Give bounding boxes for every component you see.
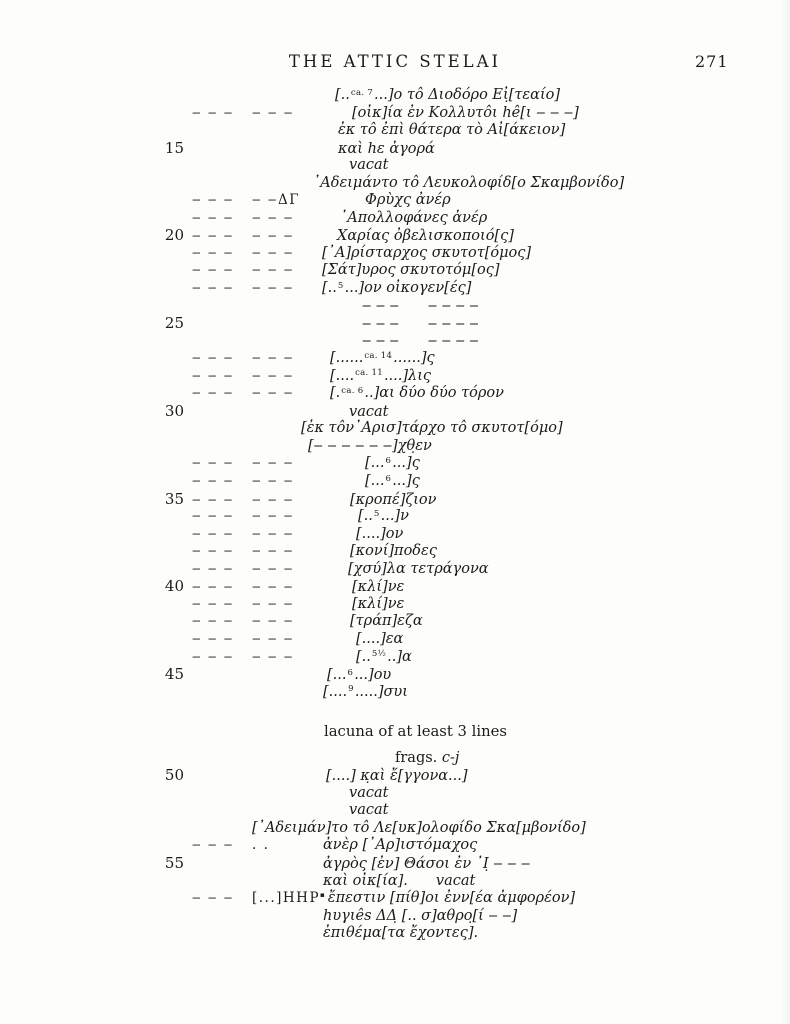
transcription-line (0, 210, 790, 228)
price-column-2: ‒ ‒ ‒ (252, 525, 294, 542)
transcription-line (0, 543, 790, 561)
inscription-transcription (0, 87, 790, 943)
transcription-line (0, 368, 790, 386)
price-column-2: ‒ ‒ ‒ (252, 385, 294, 402)
line-number: 35 (164, 489, 184, 508)
text-segment: ...]ν (380, 508, 409, 525)
price-column-1: ‒ ‒ ‒ (192, 192, 234, 209)
price-column-1: ‒ ‒ ‒ (192, 209, 234, 226)
line-number: 25 (164, 314, 184, 333)
line-text: [οἰκ]ία ἐν Κολλυτôι hê[ι ‒ ‒ ‒] (352, 104, 579, 121)
price-column-1: ‒ ‒ ‒ (192, 104, 234, 121)
line-text: Φρὺχς ἀνέρ (365, 192, 451, 209)
price-column-1: ‒ ‒ ‒ (192, 595, 234, 612)
line-number: 55 (164, 853, 184, 872)
price-column-2: ‒ ‒ ‒ (252, 543, 294, 560)
text-segment: [.... (323, 683, 348, 700)
line-number: 50 (164, 766, 184, 785)
price-column-2: ‒ ‒ ‒ (252, 367, 294, 384)
transcription-line (0, 385, 790, 403)
line-number: 40 (164, 577, 184, 596)
line-text: [Σάτ]υρος σκυτοτόμ[ος] (322, 262, 500, 279)
text-segment: ..]α (387, 648, 412, 665)
line-text: [ἐκ τôν᾿Αρισ]τάρχο τô σκυτοτ[όμο] (301, 420, 563, 437)
price-column-1: ‒ ‒ ‒ (192, 560, 234, 577)
transcription-line (0, 298, 790, 316)
line-text: ᾿Απολλοφάνες ἀνέρ (340, 209, 488, 226)
line-text: [χσύ]λα τετράγονα (348, 560, 489, 577)
text-segment: [.. (322, 280, 337, 297)
transcription-line (0, 873, 790, 891)
line-text (356, 649, 412, 669)
line-text (365, 473, 420, 493)
line-number: 15 (164, 138, 184, 157)
transcription-line (0, 315, 790, 333)
price-column-1: ‒ ‒ ‒ (192, 280, 234, 297)
text-segment: [... (365, 473, 385, 490)
transcription-line (0, 666, 790, 684)
transcription-line (0, 87, 790, 105)
line-text: lacuna of at least 3 lines (324, 723, 508, 741)
transcription-line (0, 908, 790, 926)
line-text: [τράπ]εζα (350, 613, 423, 630)
transcription-line (0, 508, 790, 526)
line-text: ‒ ‒ ‒ ‒ ‒ ‒ ‒ (362, 316, 479, 333)
transcription-line (0, 491, 790, 509)
page-number: 271 (695, 52, 729, 71)
transcription-line (0, 140, 790, 158)
transcription-line (0, 122, 790, 140)
line-text: vacat (349, 802, 389, 819)
text-segment: [.. (335, 87, 350, 103)
text-segment: ...]ο τô Διοδόρο Εἰ̣[τεαίο] (374, 87, 561, 103)
line-text: vacat (349, 403, 389, 420)
price-column-2: ‒ ‒ΔΓ (252, 192, 301, 209)
price-column-1: ‒ ‒ ‒ (192, 890, 234, 907)
line-number: 20 (164, 226, 184, 245)
price-column-2: ‒ ‒ ‒ (252, 280, 294, 297)
line-text: Χαρίας ὀβελισκοποιό[ς] (337, 228, 514, 245)
line-text: καὶ hε ἀγορά (338, 140, 435, 157)
transcription-line (0, 613, 790, 631)
line-text (395, 750, 459, 768)
superscript-count: 6 (385, 473, 392, 484)
text-segment: [.. (358, 508, 373, 525)
transcription-line (0, 105, 790, 123)
price-column-1: ‒ ‒ ‒ (192, 543, 234, 560)
text-segment: [...]ΗΗΡ (252, 890, 321, 907)
line-text: [κροπέ]ζιον (350, 491, 437, 508)
transcription-line (0, 820, 790, 838)
price-column-1: ‒ ‒ ‒ (192, 244, 234, 261)
transcription-line (0, 631, 790, 649)
transcription-line (0, 227, 790, 245)
text-segment: ..]αι δύο δύο τόρον (364, 385, 504, 402)
superscript-count: ▪ (320, 891, 325, 900)
transcription-line (0, 890, 790, 908)
superscript-count: 6 (347, 667, 354, 678)
line-text (323, 873, 475, 891)
transcription-line (0, 438, 790, 456)
transcription-line (0, 649, 790, 667)
line-text: [κονί]ποδες (350, 543, 437, 560)
transcription-line (0, 855, 790, 873)
text-segment: ...]ον οἰκογεν[ές] (344, 280, 472, 297)
transcription-line (0, 750, 790, 768)
line-text: [....] κ̣αὶ ἔ[γγονα...] (326, 768, 468, 785)
price-column-2: ‒ ‒ ‒ (252, 209, 294, 226)
line-text (323, 684, 408, 704)
line-text: hυγιês ΔΔ̣ [.. σ]αθρο̣[ί ‒ ‒] (323, 907, 518, 924)
line-text: ἐκ τô ἐπὶ θάτερα τὸ Αἰ[άκειον] (338, 122, 566, 139)
price-column-2: ‒ ‒ ‒ (252, 613, 294, 630)
transcription-line (0, 245, 790, 263)
price-column-2: ‒ ‒ ‒ (252, 228, 294, 245)
line-text: vacat (349, 157, 389, 174)
transcription-line (0, 785, 790, 803)
transcription-line (0, 561, 790, 579)
transcription-line (0, 723, 790, 741)
superscript-count: 9 (348, 684, 354, 695)
superscript-count: 5 (373, 508, 380, 519)
price-column-1: ‒ ‒ ‒ (192, 837, 234, 854)
superscript-count: 6 (385, 455, 392, 466)
text-segment: ...]ς (392, 455, 420, 472)
transcription-line (0, 802, 790, 820)
price-column-1: ‒ ‒ ‒ (192, 525, 234, 542)
price-column-2 (250, 890, 325, 910)
transcription-line (0, 684, 790, 702)
transcription-line (0, 350, 790, 368)
transcription-line (0, 333, 790, 351)
price-column-2: ‒ ‒ ‒ (252, 579, 294, 596)
text-segment: vacat (435, 872, 476, 889)
price-column-2: ‒ ‒ ‒ (252, 455, 294, 472)
price-column-1: ‒ ‒ ‒ (192, 455, 234, 472)
text-segment: [...... (330, 350, 364, 367)
price-column-2: ‒ ‒ ‒ (252, 350, 294, 367)
line-text: vacat (349, 784, 389, 801)
price-column-1: ‒ ‒ ‒ (192, 385, 234, 402)
transcription-line (0, 262, 790, 280)
transcription-line (0, 157, 790, 175)
transcription-line (0, 420, 790, 438)
superscript-count: ca. 7 (350, 87, 374, 98)
price-column-2: ‒ ‒ ‒ (252, 104, 294, 121)
line-number: 30 (164, 401, 184, 420)
price-column-2: ‒ ‒ ‒ (252, 508, 294, 525)
text-segment: [... (327, 667, 347, 684)
text-segment: [.. (356, 648, 371, 665)
line-text: [κλί]νε (352, 595, 405, 612)
price-column-2: ‒ ‒ ‒ (252, 262, 294, 279)
line-text: ἐπιθέμα[τα ἔχοντες]. (323, 925, 479, 942)
line-text: [᾿Αδειμάν]το τô Λε[υκ]ολοφίδο Σκα[μβονίδο] (252, 819, 586, 836)
text-segment: ......]ς (393, 350, 435, 367)
line-text: ᾿Αδειμάντο τô Λευκολοφίδ[ο Σκαμβονίδο] (313, 174, 625, 191)
price-column-2: ‒ ‒ ‒ (252, 244, 294, 261)
line-text: ἀγρὸς [ἐν] Θάσοι ἐν ᾿Ι̣ ‒ ‒ ‒ (323, 855, 531, 872)
line-number: 45 (164, 665, 184, 684)
price-column-1: ‒ ‒ ‒ (192, 473, 234, 490)
line-text: [᾿Α]ρίσταρχος σκυτοτ[όμος] (322, 244, 532, 261)
line-text: [....]εα (356, 630, 404, 647)
superscript-count: 5½ (371, 649, 387, 659)
price-column-1: ‒ ‒ ‒ (192, 367, 234, 384)
price-column-2: ‒ ‒ ‒ (252, 491, 294, 508)
price-column-1: ‒ ‒ ‒ (192, 262, 234, 279)
line-text: ἀνὲρ [᾿Αρ]ιστόμαχος (323, 837, 478, 854)
price-column-2: ‒ ‒ ‒ (252, 473, 294, 490)
text-segment: [.... (330, 367, 355, 384)
text-segment: .....]συι (354, 683, 408, 700)
price-column-2: . . (252, 837, 270, 854)
price-column-1: ‒ ‒ ‒ (192, 228, 234, 245)
transcription-line (0, 596, 790, 614)
superscript-count: ca. 14 (364, 350, 393, 361)
line-text: [κλί]νε (352, 579, 405, 596)
price-column-1: ‒ ‒ ‒ (192, 648, 234, 665)
price-column-2: ‒ ‒ ‒ (252, 630, 294, 647)
transcription-line (0, 925, 790, 943)
line-text: ἔπεστιν [πίθ]οι ἐνν[έα ἀμφορέον] (327, 890, 576, 907)
superscript-count: ca. 11 (355, 368, 383, 379)
transcription-line (0, 175, 790, 193)
text-segment: frags. (395, 749, 442, 766)
transcription-line (0, 280, 790, 298)
superscript-count: ca. 6 (341, 385, 364, 396)
price-column-1: ‒ ‒ ‒ (192, 579, 234, 596)
line-text (330, 385, 504, 405)
price-column-1: ‒ ‒ ‒ (192, 613, 234, 630)
transcription-line (0, 403, 790, 421)
price-column-1: ‒ ‒ ‒ (192, 630, 234, 647)
transcription-line (0, 837, 790, 855)
transcription-line (0, 578, 790, 596)
text-segment: [. (330, 385, 341, 402)
line-text: [....]ον (356, 525, 404, 542)
price-column-2: ‒ ‒ ‒ (252, 648, 294, 665)
price-column-2: ‒ ‒ ‒ (252, 560, 294, 577)
text-segment: ....]λις (383, 367, 432, 384)
line-text: [‒ ‒ ‒ ‒ ‒ ‒]χθ̣εν (308, 437, 432, 454)
page-title: THE ATTIC STELAI (288, 52, 502, 71)
transcription-line (0, 526, 790, 544)
price-column-1: ‒ ‒ ‒ (192, 350, 234, 367)
text-segment: [... (365, 455, 385, 472)
transcription-line (0, 192, 790, 210)
price-column-1: ‒ ‒ ‒ (192, 508, 234, 525)
text-segment: c-j (441, 749, 460, 766)
transcription-line (0, 473, 790, 491)
price-column-2: ‒ ‒ ‒ (252, 595, 294, 612)
transcription-line (0, 767, 790, 785)
superscript-count: 5 (337, 280, 344, 291)
transcription-line (0, 455, 790, 473)
line-text: ‒ ‒ ‒ ‒ ‒ ‒ ‒ (362, 297, 479, 314)
line-text: ‒ ‒ ‒ ‒ ‒ ‒ ‒ (362, 332, 479, 349)
price-column-1: ‒ ‒ ‒ (192, 491, 234, 508)
text-segment: ...]ου (354, 667, 392, 684)
text-segment: καὶ οἰκ[ία]. (323, 872, 408, 889)
text-segment: ...]ς (392, 473, 420, 490)
